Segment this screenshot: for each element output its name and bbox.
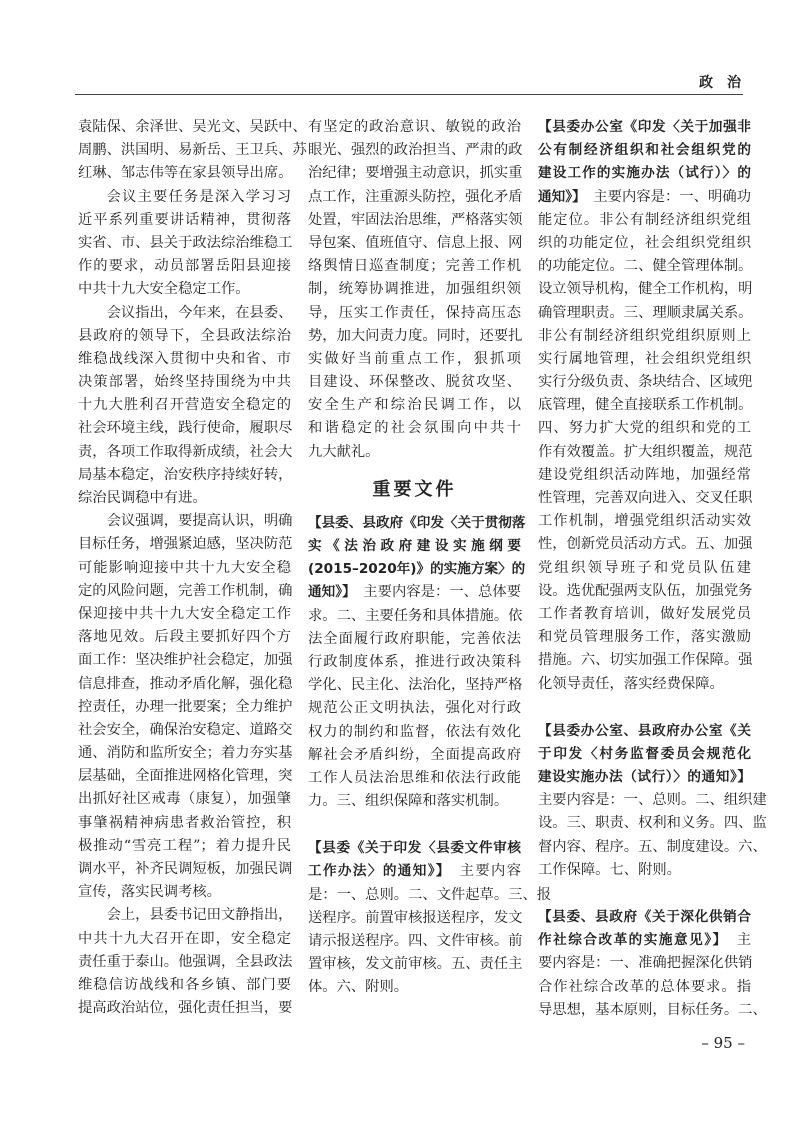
body-text: 周鹏、洪国明、易新岳、王卫兵、苏	[78, 142, 307, 159]
body-text: 十九大胜利召开营造安全稳定的	[78, 397, 291, 414]
body-text: 定的风险问题，完善工作机制，确	[78, 582, 293, 599]
text-line	[538, 464, 751, 487]
body-text: 社会环境主线，践行使命，履职尽	[78, 420, 293, 437]
text-line	[308, 302, 521, 325]
text-line	[78, 302, 291, 325]
text-line	[538, 557, 751, 580]
column-left	[78, 116, 307, 1020]
body-text: 可能影响迎接中共十九大安全稳	[78, 559, 291, 576]
document-title: 【县委、县政府《关于深化供销合	[538, 909, 751, 925]
body-text: 实行属地管理，社会组织党组织	[538, 350, 751, 367]
document-entry	[538, 116, 751, 696]
body-text: 势，加大问责力度。同时，还要扎	[308, 327, 523, 344]
body-text: 请示报送程序。四、文件审核。前	[308, 933, 523, 949]
document-title: 【县委、县政府《印发〈关于贯彻落	[308, 514, 526, 531]
text-line	[308, 325, 521, 348]
body-text: 控责任，办理一批要案；全力维护	[78, 698, 293, 715]
body-text: 决策部署，始终坚持围绕为中共	[78, 374, 291, 391]
text-line	[78, 278, 291, 301]
body-text: 红琳、邹志伟等在家县领导出席。	[78, 165, 293, 182]
text-line	[308, 558, 526, 581]
text-line	[308, 535, 521, 558]
text-line	[538, 162, 751, 185]
text-line	[78, 139, 307, 162]
paragraph	[78, 904, 291, 1020]
body-text: 会议指出，今年来，在县委、	[106, 304, 293, 321]
text-line	[538, 348, 751, 371]
text-line	[308, 628, 521, 651]
body-text: 落地见效。后段主要抓好四个方	[78, 629, 291, 646]
body-text: 维稳信访战线和各乡镇、部门要	[78, 976, 291, 993]
body-text: 事肇祸精神病患者救治管控，积	[78, 814, 291, 831]
body-text: 出抓好社区戒毒（康复），加强肇	[78, 791, 291, 808]
document-title: 【县委办公室、县政府办公室《关	[538, 722, 751, 739]
document-title: 通知》】	[538, 188, 579, 205]
text-line	[538, 929, 751, 952]
body-text: 会上，县委书记田文静指出，	[106, 907, 293, 924]
document-title: 通知》】	[308, 584, 349, 601]
body-text: 作有效覆盖。扩大组织覆盖，规范	[538, 443, 753, 460]
document-title: 于印发〈村务监督委员会规范化	[538, 745, 751, 762]
body-text: 法全面履行政府职能，完善依法	[308, 630, 521, 647]
text-line	[308, 651, 521, 674]
text-line	[538, 186, 751, 209]
body-text: 四、努力扩大党的组织和党的工	[538, 420, 751, 437]
text-line	[308, 255, 521, 278]
text-line	[78, 835, 291, 858]
document-title: 作社综合改革的实施意见》】	[538, 932, 721, 949]
body-text: 袁陆保、余泽世、吴光文、吴跃中、	[78, 119, 307, 135]
text-line	[308, 767, 521, 790]
body-text: 目建设、环保整改、脱贫攻坚、	[308, 374, 521, 391]
text-line	[538, 441, 751, 464]
body-text: 和党员管理服务工作，落实激励	[538, 629, 751, 646]
body-text: 措施。六、切实加强工作保障。强	[538, 652, 753, 669]
text-line	[538, 417, 751, 440]
text-line	[308, 884, 552, 907]
text-line	[308, 860, 521, 883]
text-line	[78, 116, 307, 139]
document-title: 【县委办公室《印发〈关于加强非	[538, 119, 751, 135]
text-line	[538, 580, 751, 603]
text-line	[308, 953, 521, 976]
body-text: 点工作，注重源头防控，强化矛盾	[308, 188, 523, 205]
body-text: 底管理，健全直接联系工作机制。	[538, 397, 753, 414]
body-text: 党组织领导班子和党员队伍建	[538, 559, 751, 576]
body-text: 导，压实工作责任，保持高压态	[308, 304, 521, 321]
body-text: 眼光、强烈的政治担当、严肃的政	[308, 142, 523, 159]
text-line	[308, 394, 521, 417]
body-text: 主要内容	[444, 863, 521, 880]
body-text: 非公有制经济组织党组织原则上	[538, 327, 751, 344]
text-line	[308, 348, 521, 371]
text-line	[308, 837, 521, 860]
body-text: 安全生产和综治民调工作，以	[308, 397, 521, 414]
text-line	[78, 232, 291, 255]
text-line	[78, 858, 291, 881]
body-text: 力。三、组织保障和落实机制。	[308, 793, 509, 810]
body-text: 主要内容是：一、明确功	[578, 188, 751, 205]
body-text: 工作人员法治思维和依法行政能	[308, 769, 521, 786]
text-line	[538, 743, 751, 766]
document-title: 工作办法〉的通知》】	[308, 863, 445, 880]
paragraph	[78, 302, 291, 511]
text-line	[538, 116, 751, 139]
text-line	[308, 278, 521, 301]
body-text: 络舆情日巡查制度；完善工作机	[308, 258, 521, 275]
column-right	[538, 116, 767, 1022]
text-line	[78, 209, 291, 232]
text-line	[538, 836, 767, 859]
text-line	[308, 744, 521, 767]
body-text: 综治民调稳中有进。	[78, 490, 207, 506]
section-spacer	[538, 882, 751, 906]
running-header	[75, 70, 755, 95]
body-text: 作的要求，动员部署岳阳县迎接	[78, 258, 291, 275]
body-text: 规范公正文明执法，强化对行政	[308, 700, 521, 717]
body-text: 置审核，发文前审核。五、责任主	[308, 956, 523, 973]
text-line	[308, 976, 521, 999]
text-line	[78, 371, 291, 394]
body-text: 性，创新党员活动方式。五、加强	[538, 536, 753, 553]
body-text: 和谐稳定的社会氛围向中共十	[308, 420, 521, 437]
body-text: 信息排查，推动矛盾化解，强化稳	[78, 675, 293, 692]
body-text: 学化、民主化、法治化，坚持严格	[308, 677, 523, 694]
body-text: 送程序。前置审核报送程序，发文	[308, 909, 523, 926]
body-text: 主	[720, 932, 752, 949]
text-line	[308, 721, 521, 744]
body-text: 建设党组织活动阵地，加强经常	[538, 466, 751, 483]
text-line	[78, 928, 291, 951]
document-entry	[538, 720, 767, 882]
body-text: 责，各项工作取得新成绩，社会大	[78, 443, 293, 460]
text-line	[78, 394, 291, 417]
body-text: 九大献礼。	[308, 443, 380, 460]
text-line	[308, 232, 521, 255]
body-text: 设。三、职责、权利和义务。四、监	[538, 815, 767, 832]
text-line	[538, 139, 751, 162]
text-line	[538, 673, 751, 696]
text-line	[78, 487, 291, 510]
body-text: 体。六、附则。	[308, 979, 409, 996]
text-line	[538, 278, 751, 301]
text-line	[538, 394, 751, 417]
text-line	[78, 417, 291, 440]
body-text: 实省、市、县关于政法综治维稳工	[78, 234, 293, 251]
document-title: (2015–2020年)》的实施方案〉的	[308, 561, 526, 578]
body-text: 解社会矛盾纠纷，全面提高政府	[308, 746, 521, 763]
text-line	[78, 673, 291, 696]
body-text: 是：一、总则。二、文件起草。三、报	[308, 886, 552, 903]
body-text: 面工作：坚决维护社会稳定，加强	[78, 652, 293, 669]
text-line	[308, 186, 521, 209]
text-line	[538, 302, 751, 325]
section-spacer	[308, 813, 521, 837]
document-title: 【县委《关于印发〈县委文件审核	[308, 840, 521, 857]
text-line	[538, 952, 751, 975]
text-line	[538, 649, 751, 672]
text-line	[538, 766, 751, 789]
body-text: 行政制度体系，推进行政决策科	[308, 653, 521, 670]
paragraph	[78, 186, 291, 302]
text-line	[78, 742, 291, 765]
text-line	[538, 812, 767, 835]
column-middle	[308, 116, 552, 1000]
text-line	[538, 626, 751, 649]
body-text: 主要内容是：一、总则。二、组织建	[538, 792, 767, 809]
body-text: 制，统筹协调推进，加强组织领	[308, 281, 521, 298]
text-line	[78, 464, 291, 487]
section-spacer	[538, 696, 751, 720]
text-line	[78, 812, 291, 835]
body-text: 的功能定位。二、健全管理体制。	[538, 258, 753, 275]
body-text: 宣传，落实民调考核。	[78, 884, 221, 901]
text-line	[78, 186, 291, 209]
text-line	[78, 696, 291, 719]
text-line	[308, 417, 521, 440]
text-line	[538, 325, 751, 348]
text-line	[538, 859, 751, 882]
text-line	[78, 881, 291, 904]
body-text: 实做好当前重点工作，狠抓项	[308, 350, 521, 367]
text-line	[538, 906, 751, 929]
text-line	[78, 580, 291, 603]
body-text: 导思想，基本原则，目标任务。二、	[538, 1001, 767, 1018]
document-entry	[308, 837, 552, 999]
body-text: 性管理，完善双向进入、交叉任职	[538, 490, 753, 506]
body-text: 会议强调，要提高认识，明确	[106, 513, 293, 530]
section-title: 政治	[699, 75, 755, 91]
text-line	[78, 325, 291, 348]
section-heading: 重要文件	[372, 478, 457, 500]
body-text: 社会安全，确保治安稳定、道路交	[78, 721, 293, 738]
body-text: 织的功能定位，社会组织党组织	[538, 234, 751, 251]
body-text: 通、消防和监所安全；着力夯实基	[78, 745, 293, 762]
text-line	[538, 789, 767, 812]
body-text: 实行分级负责、条块结合、区域兜	[538, 374, 753, 391]
text-line	[78, 951, 291, 974]
body-text: 要内容是：一、准确把握深化供销	[538, 955, 753, 972]
text-line	[308, 581, 521, 604]
body-text: 县政府的领导下，全县政法综治	[78, 327, 291, 344]
text-line	[538, 255, 751, 278]
text-line	[78, 788, 291, 811]
body-text: 中共十九大召开在即，安全稳定	[78, 930, 291, 947]
paragraph	[308, 116, 521, 464]
body-text: 确管理职责。三、理顺隶属关系。	[538, 304, 753, 321]
body-text: 极推动“雪亮工程”；着力提升民	[78, 837, 291, 854]
text-line	[538, 999, 767, 1022]
body-text: 责任重于泰山。他强调，全县政法	[78, 953, 293, 970]
body-text: 主要内容是：一、总体要	[348, 584, 521, 601]
text-line	[308, 790, 521, 813]
body-text: 局基本稳定，治安秩序持续好转，	[78, 466, 293, 483]
document-title: 建设工作的实施办法（试行）〉的	[538, 165, 751, 182]
text-line	[538, 232, 751, 255]
text-line	[538, 533, 751, 556]
document-title: 公有制经济组织和社会组织党的	[538, 142, 751, 159]
body-text: 设。选优配强两支队伍，加强党务	[538, 582, 753, 599]
text-line	[538, 720, 751, 743]
body-text: 会议主要任务是深入学习习	[106, 188, 291, 205]
body-text: 治纪律；要增强主动意识，抓实重	[308, 165, 523, 182]
text-line	[538, 603, 751, 626]
paragraph	[78, 510, 291, 904]
body-text: 合作社综合改革的总体要求。指	[538, 978, 751, 995]
body-text: 有坚定的政治意识、敏锐的政治	[308, 119, 521, 135]
body-text: 保迎接中共十九大安全稳定工作	[78, 605, 291, 622]
body-text: 权力的制约和监督，依法有效化	[308, 723, 521, 740]
text-line	[308, 907, 521, 930]
text-line	[308, 930, 521, 953]
body-text: 导包案、值班值守、信息上报、网	[308, 234, 523, 251]
body-text: 调水平，补齐民调短板，加强民调	[78, 861, 293, 877]
document-title: 建设实施办法（试行）〉的通知》】	[538, 769, 751, 786]
body-text: 目标任务，增强紧迫感，坚决防范	[78, 536, 293, 553]
body-text: 维稳战线深入贯彻中央和省、市	[78, 350, 291, 367]
body-text: 层基础，全面推进网格化管理，突	[78, 768, 293, 785]
text-line	[78, 997, 291, 1020]
text-line	[78, 533, 291, 556]
text-line	[308, 371, 521, 394]
document-entry	[538, 906, 767, 1022]
text-line	[78, 441, 291, 464]
body-text: 设立领导机构，健全工作机构，明	[538, 281, 753, 298]
text-line	[308, 162, 521, 185]
text-line	[308, 209, 521, 232]
text-line	[308, 139, 521, 162]
body-text: 督内容、程序。五、制度建设。六、	[538, 838, 767, 855]
body-text: 工作保障。七、附则。	[538, 861, 681, 878]
body-text: 中共十九大安全稳定工作。	[78, 281, 250, 298]
body-text: 化领导责任，落实经费保障。	[538, 675, 724, 692]
body-text: 处置，牢固法治思维，严格落实领	[308, 211, 523, 228]
text-line	[308, 697, 521, 720]
page-number: – 95 –	[701, 1034, 745, 1052]
text-line	[78, 603, 291, 626]
text-line	[538, 510, 751, 533]
text-line	[78, 765, 291, 788]
body-text: 提高政治站位，强化责任担当，要	[78, 1000, 293, 1017]
body-text: 近平系列重要讲话精神，贯彻落	[78, 211, 291, 228]
text-line	[78, 626, 291, 649]
text-line	[308, 674, 521, 697]
text-line	[78, 255, 291, 278]
body-text: 求。二、主要任务和具体措施。依	[308, 607, 523, 624]
text-line	[538, 487, 751, 510]
body-text: 工作者教育培训，做好发展党员	[538, 605, 751, 622]
text-line	[78, 974, 291, 997]
text-line	[308, 441, 521, 464]
text-line	[78, 719, 291, 742]
text-line	[78, 348, 291, 371]
text-line	[78, 557, 291, 580]
text-line	[538, 371, 751, 394]
text-line	[308, 116, 521, 139]
text-line	[78, 649, 291, 672]
document-entry	[308, 512, 526, 813]
text-line	[78, 510, 291, 533]
document-title: 实《法治政府建设实施纲要	[308, 538, 521, 554]
text-line	[78, 904, 291, 927]
paragraph	[78, 116, 307, 186]
text-line	[538, 976, 751, 999]
text-line	[308, 605, 521, 628]
body-text: 能定位。非公有制经济组织党组	[538, 211, 751, 228]
body-text: 工作机制，增强党组织活动实效	[538, 513, 751, 530]
text-line	[308, 512, 526, 535]
text-line	[538, 209, 751, 232]
text-line	[78, 162, 291, 185]
